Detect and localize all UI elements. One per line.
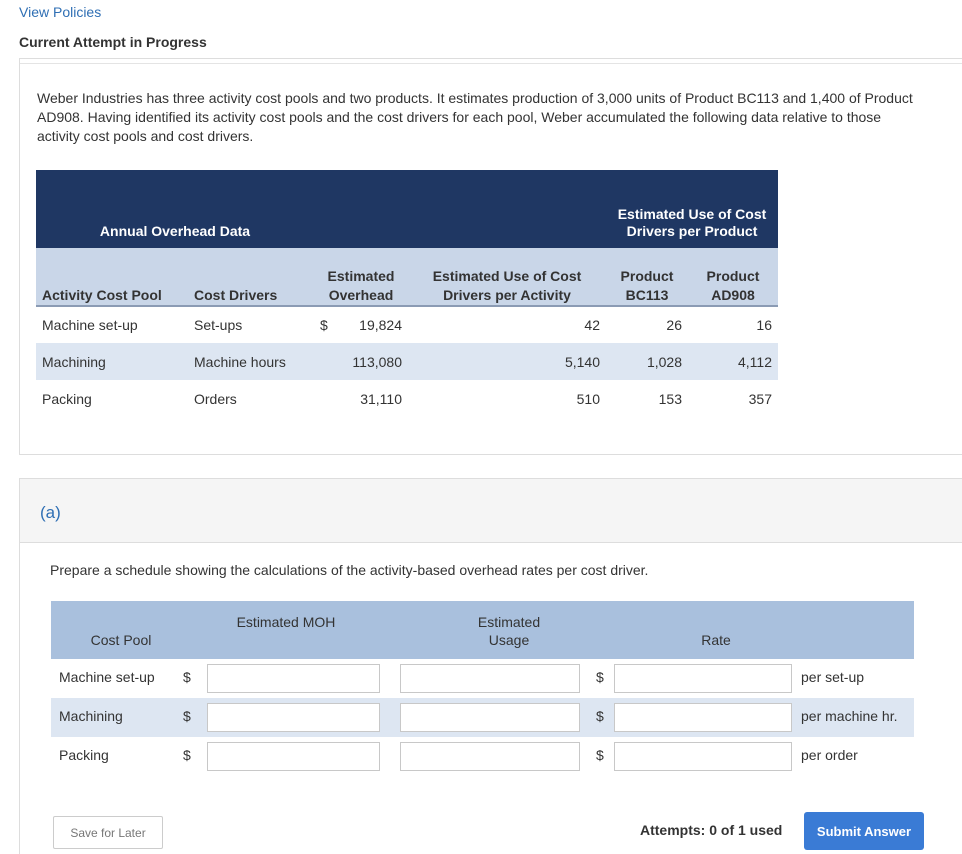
col-header-activity-cost-pool: Activity Cost Pool (36, 248, 188, 306)
overhead-value: 19,824 (359, 317, 402, 333)
answer-row-machining (51, 698, 914, 737)
attempts-counter: Attempts: 0 of 1 used (640, 822, 783, 838)
cell-overhead (314, 306, 408, 343)
cell-use: 42 (584, 317, 600, 333)
table-row (36, 306, 778, 343)
packing-rate-input[interactable] (614, 742, 792, 771)
cell-ad908: 4,112 (688, 343, 778, 380)
part-instruction: Prepare a schedule showing the calculations of the activity-based overhead rates per cost driver. (50, 562, 649, 578)
cell-bc113: 1,028 (606, 343, 688, 380)
cell-pool: Machining (36, 343, 188, 380)
save-for-later-button[interactable]: Save for Later (53, 816, 163, 849)
cell-overhead: 113,080 (314, 343, 408, 380)
cell-driver: Machine hours (188, 343, 314, 380)
cell-overhead: 31,110 (360, 390, 402, 407)
group-header-drivers-per-product: Estimated Use of Cost Drivers per Product (606, 170, 778, 248)
row-unit-label: per machine hr. (801, 708, 898, 724)
cell-bc113: 153 (658, 390, 682, 407)
attempt-status-heading: Current Attempt in Progress (19, 34, 207, 50)
cell-pool: Machine set-up (42, 317, 138, 333)
col-header-rate: Rate (701, 632, 731, 648)
problem-statement: Weber Industries has three activity cost pools and two products. It estimates production of 3,000 units of Product BC113 and 1,400 of Product AD908. Having identified its activity cost pools and the cost drivers for each pool, Weber accumulated the following data relative to those activity cost pools and cost drivers. (37, 90, 913, 144)
col-header-estimated-usage: Estimated Usage (477, 614, 541, 648)
cell-pool: Packing (42, 390, 92, 407)
cell-ad908: 357 (748, 390, 772, 407)
submit-answer-button[interactable]: Submit Answer (804, 812, 924, 850)
currency-sign: $ (183, 708, 191, 724)
answer-grid (51, 601, 914, 777)
machining-moh-input[interactable] (207, 703, 380, 732)
machine-setup-usage-input[interactable] (400, 664, 580, 693)
packing-moh-input[interactable] (207, 742, 380, 771)
cell-bc113: 26 (666, 317, 682, 333)
table-row (36, 380, 778, 417)
machine-setup-rate-input[interactable] (614, 664, 792, 693)
col-header-cost-pool: Cost Pool (90, 632, 152, 648)
cell-driver: Orders (194, 390, 237, 407)
currency-sign: $ (596, 669, 604, 685)
currency-sign: $ (596, 708, 604, 724)
answer-row-machine-setup (51, 659, 914, 698)
row-cost-pool-label: Machining (59, 708, 123, 724)
row-cost-pool-label: Packing (59, 747, 109, 763)
col-header-product-ad908: Product AD908 (688, 248, 778, 306)
col-header-product-bc113: Product BC113 (606, 248, 688, 306)
answer-grid-header (51, 601, 914, 659)
row-cost-pool-label: Machine set-up (59, 669, 155, 685)
col-header-estimated-moh: Estimated MOH (236, 614, 336, 630)
table-row (36, 343, 778, 380)
overhead-data-table (36, 170, 778, 417)
view-policies-link[interactable]: View Policies (19, 4, 102, 20)
row-unit-label: per order (801, 747, 858, 763)
cell-use: 5,140 (408, 343, 606, 380)
table-group-header-row (36, 170, 778, 248)
col-header-estimated-overhead: Estimated Overhead (314, 248, 408, 306)
packing-usage-input[interactable] (400, 742, 580, 771)
machining-rate-input[interactable] (614, 703, 792, 732)
problem-panel (19, 58, 962, 455)
machining-usage-input[interactable] (400, 703, 580, 732)
part-label: (a) (40, 503, 61, 522)
group-header-spacer (408, 170, 606, 248)
machine-setup-moh-input[interactable] (207, 664, 380, 693)
group-header-annual-overhead: Annual Overhead Data (36, 170, 408, 248)
currency-sign: $ (183, 669, 191, 685)
divider (20, 63, 962, 64)
currency-sign: $ (320, 317, 328, 333)
currency-sign: $ (183, 747, 191, 763)
row-unit-label: per set-up (801, 669, 865, 685)
cell-use: 510 (576, 390, 600, 407)
cell-driver: Set-ups (194, 317, 243, 333)
col-header-cost-drivers: Cost Drivers (188, 248, 314, 306)
answer-row-packing (51, 737, 914, 776)
part-a-panel (19, 478, 962, 854)
currency-sign: $ (596, 747, 604, 763)
col-header-estimated-use-per-activity: Estimated Use of Cost Drivers per Activity (408, 248, 606, 306)
table-column-header-row (36, 248, 778, 306)
cell-ad908: 16 (756, 317, 772, 333)
